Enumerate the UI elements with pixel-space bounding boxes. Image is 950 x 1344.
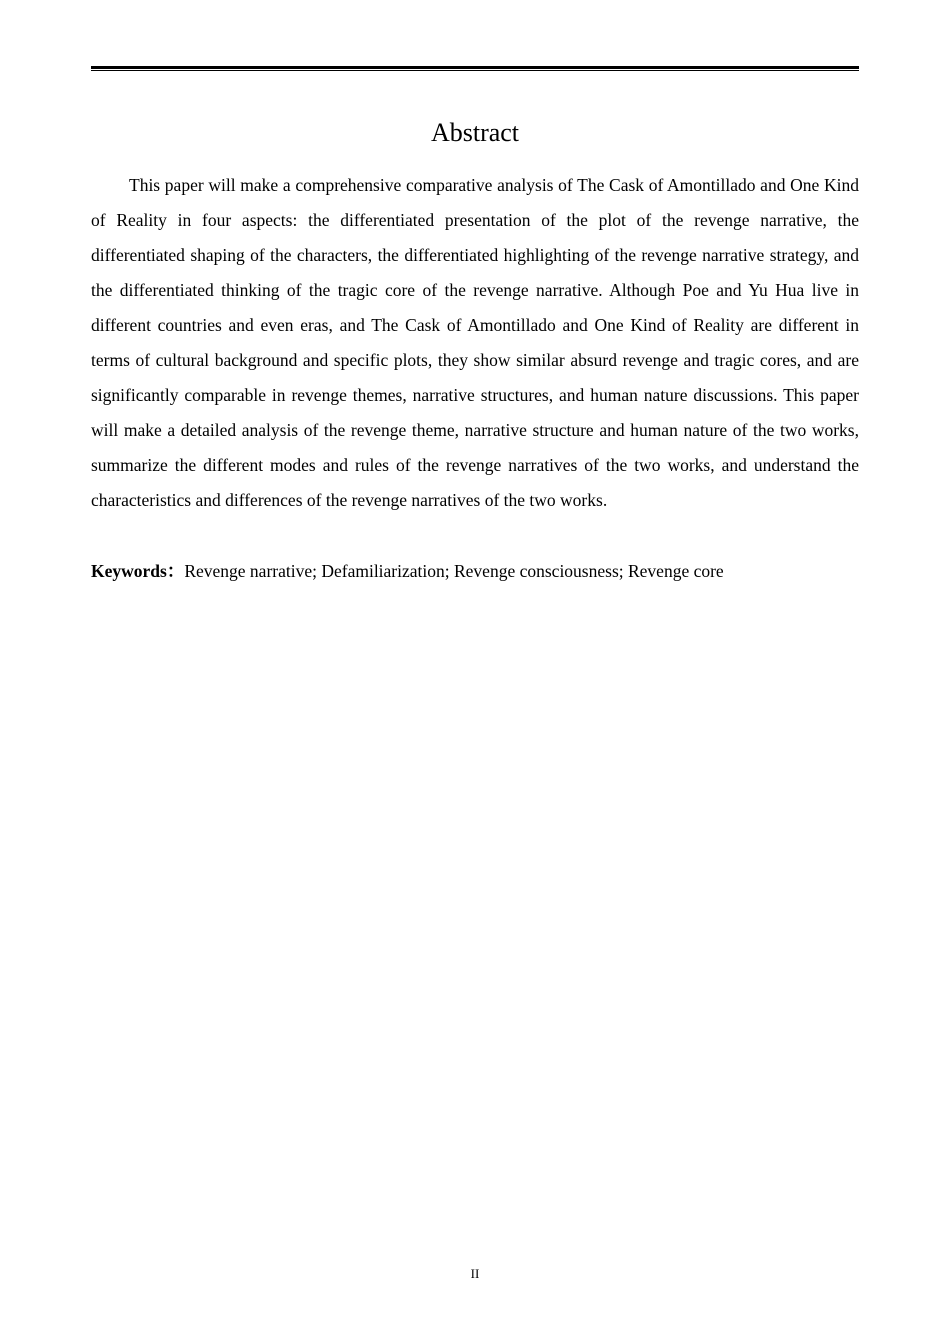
keywords-line (91, 554, 859, 589)
keywords-label: Keywords： (91, 561, 185, 581)
header-rule-thin-line (91, 70, 859, 71)
header-rule (91, 66, 859, 71)
keywords-text: Revenge narrative; Defamiliarization; Revenge consciousness; Revenge core (184, 561, 724, 581)
header-rule-thick-line (91, 66, 859, 69)
page-number: II (470, 1266, 480, 1281)
page-title: Abstract (430, 118, 520, 147)
abstract-paragraph: This paper will make a comprehensive comparative analysis of The Cask of Amontillado and One Kind of Reality in four aspects: the differentiated presentation of the plot of the revenge narrative, the differentiated shaping of the characters, the differentiated highlighting of the revenge narrative strategy, and the differentiated thinking of the tragic core of the revenge narrative. Although Poe and Yu Hua live in different countries and even eras, and The Cask of Amontillado and One Kind of Reality are different in terms of cultural background and specific plots, they show similar absurd revenge and tragic cores, and are significantly comparable in revenge themes, narrative structures, and human nature discussions. This paper will make a detailed analysis of the revenge theme, narrative structure and human nature of the two works, summarize the different modes and rules of the revenge narratives of the two works, and understand the characteristics and differences of the revenge narratives of the two works. (91, 175, 859, 510)
